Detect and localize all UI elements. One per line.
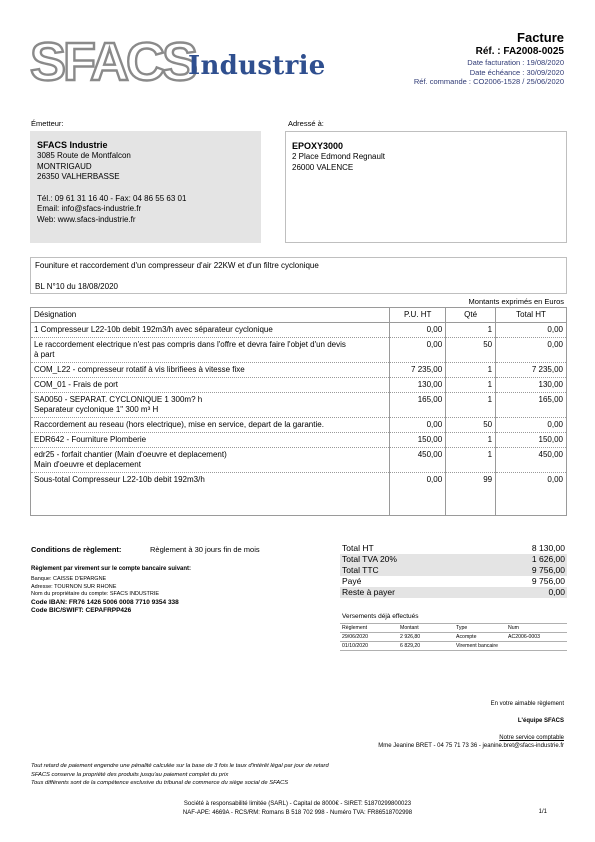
bank-address: Adresse: TOURNON SUR RHONE [31, 583, 117, 590]
items-table [30, 307, 567, 516]
signature-service: Notre service comptable [499, 735, 564, 741]
payments-col-montant: Montant [398, 624, 454, 633]
page-number: 1/1 [538, 809, 547, 815]
bank-iban: Code IBAN: FR76 1426 5006 0008 7710 9354 338 [31, 598, 179, 606]
emitter-address3: 26350 VALHERBASSE [37, 172, 120, 181]
currency-note: Montants exprimés en Euros [468, 297, 564, 306]
row-quantity: 1 [446, 393, 496, 418]
row-total: 450,00 [496, 448, 567, 473]
row-quantity: 1 [446, 363, 496, 378]
payment-conditions-value: Règlement à 30 jours fin de mois [150, 545, 260, 554]
row-designation-detail: Main d'oeuvre et deplacement [34, 460, 141, 469]
row-quantity: 1 [446, 323, 496, 338]
col-total: Total HT [496, 308, 567, 323]
table-row [31, 363, 567, 378]
total-row [340, 554, 567, 565]
row-quantity: 1 [446, 448, 496, 473]
table-row [31, 338, 567, 363]
legal-line-penalty: Tout retard de paiement engendre une pénalité calculée sur la base de 3 fois le taux d'intérêt légal par jour de retard [31, 763, 329, 769]
bank-details [31, 576, 179, 615]
payment-type: Virement bancaire [454, 642, 506, 651]
emitter-box [30, 131, 261, 243]
payment-num: AC2006-0003 [506, 633, 567, 642]
row-unit-price: 0,00 [390, 323, 446, 338]
row-unit-price: 0,00 [390, 418, 446, 433]
row-unit-price: 0,00 [390, 473, 446, 516]
row-designation: Le raccordement electrique n'est pas compris dans l'offre et devra faire l'objet d'un devis [34, 340, 346, 349]
payment-conditions-label: Conditions de règlement: [31, 545, 122, 554]
table-row [31, 418, 567, 433]
total-label: Total TVA 20% [340, 554, 479, 565]
row-designation: EDR642 - Fourniture Plomberie [34, 435, 147, 444]
row-unit-price: 165,00 [390, 393, 446, 418]
row-unit-price: 150,00 [390, 433, 446, 448]
footer-registration-info: NAF-APE: 4669A - RCS/RM: Romans B 518 702 998 - Numéro TVA: FR86518702998 [182, 809, 413, 816]
payment-num [506, 642, 567, 651]
order-ref: Réf. commande : CO2006-1528 / 25/06/2020 [413, 77, 564, 86]
bank-name: Banque: CAISSE D'EPARGNE [31, 576, 107, 582]
emitter-address2: MONTRIGAUD [37, 161, 92, 171]
row-quantity: 50 [446, 418, 496, 433]
total-row [340, 576, 567, 587]
row-quantity: 1 [446, 433, 496, 448]
row-designation: Raccordement au reseau (hors electrique), mise en service, depart de la garantie. [34, 420, 324, 429]
total-value: 0,00 [479, 587, 567, 598]
signature-greeting: En votre aimable règlement [490, 701, 564, 707]
row-designation: COM_L22 - compresseur rotatif à vis librifiees à vitesse fixe [34, 365, 245, 374]
total-value: 9 756,00 [531, 576, 565, 586]
addressee-address1: 2 Place Edmond Regnault [292, 152, 385, 161]
row-total: 150,00 [496, 433, 567, 448]
invoice-ref: Réf. : FA2008-0025 [475, 46, 564, 57]
col-unit-price: P.U. HT [390, 308, 446, 323]
table-row-subtotal [31, 473, 567, 516]
row-unit-price: 450,00 [390, 448, 446, 473]
invoice-title: Facture [517, 30, 564, 45]
signature-team: L'équipe SFACS [517, 718, 564, 724]
legal-line-jurisdiction: Tous différents sont de la compétence exclusive du tribunal de commerce du siège social de SFACS [31, 780, 289, 786]
logo-industrie-text: Industrie [188, 51, 326, 81]
total-row [340, 565, 567, 576]
addressee-name: EPOXY3000 [292, 141, 344, 151]
legal-notice [31, 762, 329, 788]
total-label: Total TTC [340, 565, 479, 576]
payment-type: Acompte [454, 633, 506, 642]
payment-amount: 2 926,80 [398, 633, 454, 642]
total-label: Total HT [342, 543, 374, 553]
addressee-label: Adressé à: [288, 119, 324, 128]
col-designation: Désignation [31, 308, 390, 323]
payment-row [340, 642, 567, 651]
bank-bic: Code BIC/SWIFT: CEPAFRPP426 [31, 606, 132, 614]
total-row [340, 543, 567, 554]
logo-sfacs-text: SFACS [30, 32, 196, 92]
row-designation: SA0050 - SEPARAT. CYCLONIQUE 1 300m? h [34, 395, 203, 404]
invoice-date: Date facturation : 19/08/2020 [467, 58, 564, 67]
footer-company-info: Société à responsabilité limitée (SARL) - Capital de 8000€ - SIRET: 51870299800023 [183, 801, 412, 807]
row-unit-price: 130,00 [390, 378, 446, 393]
legal-line-ownership: SFACS conserve la propriété des produits jusqu'au paiement complet du prix [31, 771, 229, 778]
row-quantity: 1 [446, 378, 496, 393]
total-value: 1 626,00 [479, 554, 567, 565]
table-row [31, 323, 567, 338]
totals-table [340, 543, 567, 598]
row-designation: 1 Compresseur L22-10b debit 192m3/h avec séparateur cyclonique [34, 325, 273, 334]
invoice-header [414, 30, 564, 87]
table-row [31, 393, 567, 418]
payments-title: Versements déjà effectués [342, 613, 419, 620]
description-box [30, 257, 567, 294]
payments-header-row [340, 624, 567, 633]
emitter-label: Émetteur: [31, 119, 64, 128]
row-designation: COM_01 - Frais de port [34, 380, 119, 389]
signature-contact: Mme Jeanine BRET - 04 75 71 73 36 - jeanine.bret@sfacs-industrie.fr [378, 743, 564, 749]
row-designation-detail: Separateur cyclonique 1" 300 m³ H [34, 405, 159, 414]
payments-table [340, 623, 567, 651]
emitter-address1: 3085 Route de Montfalcon [37, 151, 131, 160]
table-header-row [31, 308, 567, 323]
row-total: 0,00 [496, 323, 567, 338]
table-row [31, 448, 567, 473]
payments-col-reglement: Règlement [340, 624, 398, 633]
row-total: 130,00 [496, 378, 567, 393]
total-value: 9 756,00 [479, 565, 567, 576]
addressee-box [285, 131, 567, 243]
delivery-note: BL N°10 du 18/08/2020 [35, 282, 118, 291]
description-text: Founiture et raccordement d'un compresseur d'air 22KW et d'un filtre cyclonique [35, 261, 319, 270]
row-quantity: 50 [446, 338, 496, 363]
bank-transfer-title: Règlement par virement sur le compte bancaire suivant: [31, 566, 192, 572]
payment-date: 01/10/2020 [340, 642, 398, 651]
row-total: 0,00 [496, 338, 567, 363]
payment-row [340, 633, 567, 642]
row-total: 0,00 [496, 473, 567, 516]
invoice-due-date: Date échéance : 30/09/2020 [469, 67, 564, 77]
addressee-address2: 26000 VALENCE [292, 162, 354, 172]
emitter-web: Web: www.sfacs-industrie.fr [37, 214, 136, 224]
payments-col-num: Num [506, 624, 567, 633]
table-row [31, 378, 567, 393]
total-value: 8 130,00 [531, 543, 565, 553]
total-row [340, 587, 567, 598]
payments-col-type: Type [454, 624, 506, 633]
emitter-phone: Tél.: 09 61 31 16 40 - Fax: 04 86 55 63 01 [37, 193, 187, 203]
table-row [31, 433, 567, 448]
row-designation: Sous-total Compresseur L22-10b debit 192m3/h [34, 475, 205, 484]
row-quantity: 99 [446, 473, 496, 516]
row-designation: edr25 - forfait chantier (Main d'oeuvre et deplacement) [34, 450, 227, 459]
total-label: Reste à payer [340, 587, 479, 598]
row-unit-price: 0,00 [390, 338, 446, 363]
bank-owner: Nom du propriétaire du compte: SFACS INDUSTRIE [31, 591, 160, 597]
company-logo [30, 32, 326, 92]
emitter-email: Email: info@sfacs-industrie.fr [37, 204, 142, 213]
total-label: Payé [342, 576, 362, 586]
page-footer [0, 800, 595, 817]
payment-date: 29/06/2020 [340, 633, 398, 642]
row-total: 165,00 [496, 393, 567, 418]
payment-amount: 6 829,20 [398, 642, 454, 651]
emitter-name: SFACS Industrie [37, 140, 108, 150]
row-unit-price: 7 235,00 [390, 363, 446, 378]
row-designation-detail: à part [34, 350, 55, 359]
row-total: 0,00 [496, 418, 567, 433]
row-total: 7 235,00 [496, 363, 567, 378]
col-quantity: Qté [446, 308, 496, 323]
